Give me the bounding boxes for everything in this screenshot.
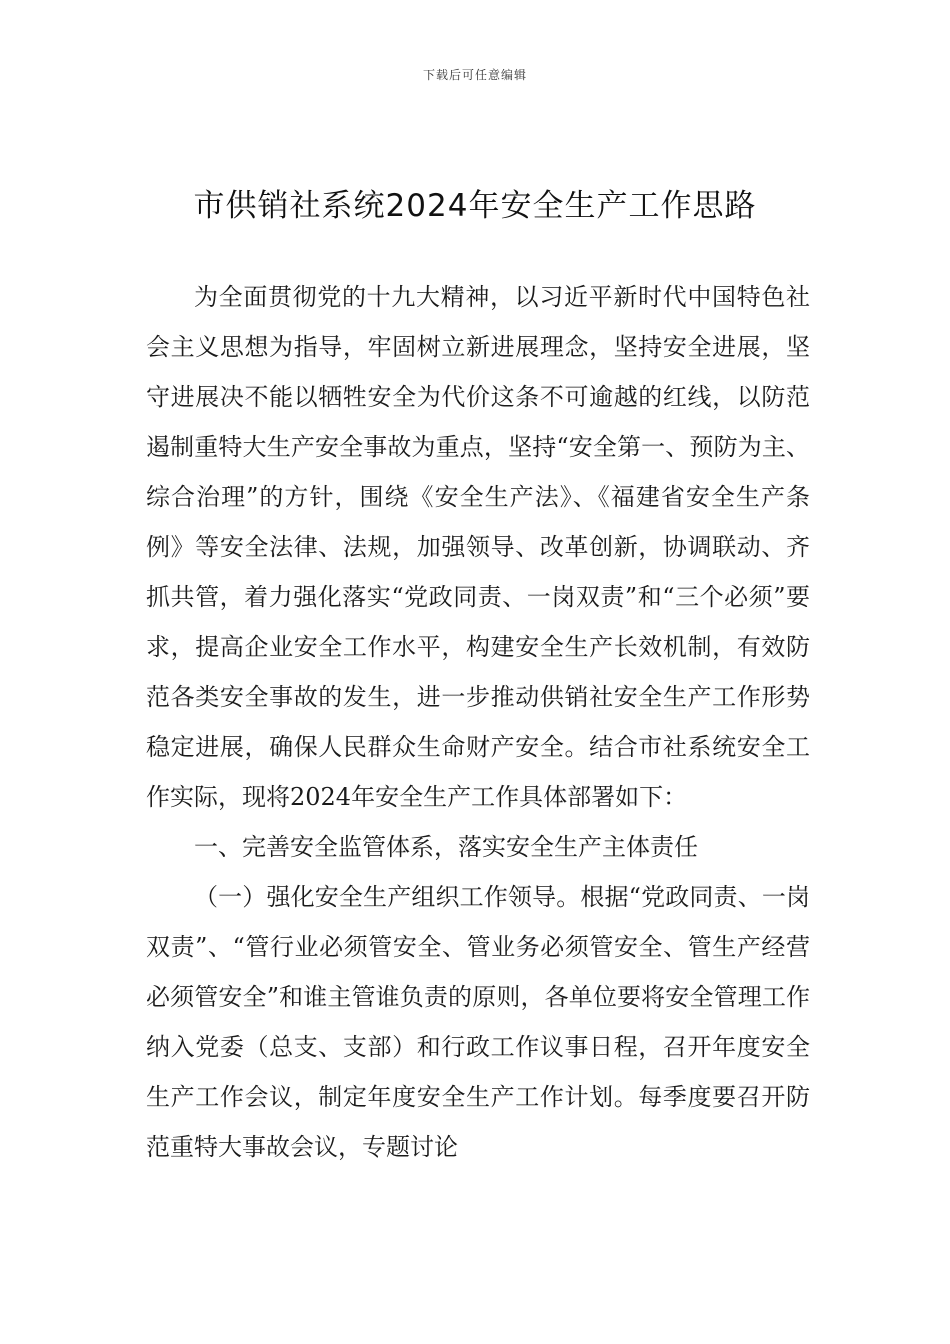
header-note: 下载后可任意编辑 [422,68,527,82]
subsection-paragraph-1: （一）强化安全生产组织工作领导。根据“党政同责、一岗双责”、“管行业必须管安全、管业务必须管安全、管生产经营必须管安全”和谁主管谁负责的原则，各单位要将安全管理工作纳入党委（总支、支部）和行政工作议事日程，召开年度安全生产工作会议，制定年度安全生产工作计划。每季度要召开防范重特大事故会议，专题讨论 [146,883,810,1161]
document-title: 市供销社系统2024年安全生产工作思路 [193,188,757,224]
document-body [146,272,810,1172]
intro-paragraph: 为全面贯彻党的十九大精神，以习近平新时代中国特色社会主义思想为指导，牢固树立新进展理念，坚持安全进展，坚守进展决不能以牺牲安全为代价这条不可逾越的红线，以防范遏制重特大生产安全事故为重点，坚持“安全第一、预防为主、综合治理”的方针，围绕《安全生产法》、《福建省安全生产条例》等安全法律、法规，加强领导、改革创新，协调联动、齐抓共管，着力强化落实“党政同责、一岗双责”和“三个必须”要求，提高企业安全工作水平，构建安全生产长效机制，有效防范各类安全事故的发生，进一步推动供销社安全生产工作形势稳定进展，确保人民群众生命财产安全。结合市社系统安全工作实际，现将2024年安全生产工作具体部署如下： [146,283,810,811]
section-heading-1: 一、完善安全监管体系，落实安全生产主体责任 [194,833,698,861]
